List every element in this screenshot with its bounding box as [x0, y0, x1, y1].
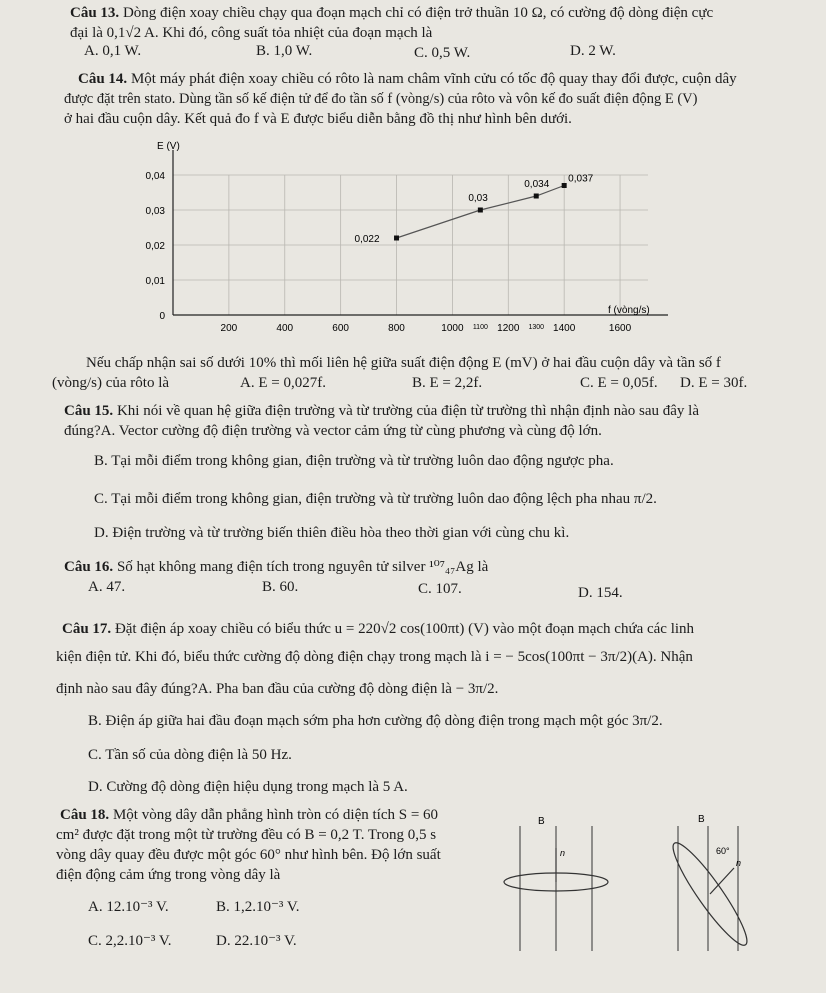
chart-y-tick-label: 0,04: [145, 171, 165, 182]
chart-x-tick-label: 400: [276, 323, 294, 334]
q15-option-c: C. Tại mỗi điểm trong không gian, điện trường và từ trường luôn dao động lệch pha nhau π/2.: [94, 491, 657, 507]
q14-line3: ở hai đầu cuộn dây. Kết quả đo f và E được biểu diễn bằng đồ thị như hình bên dưới.: [64, 111, 572, 127]
chart-x-tick-label: 200: [220, 323, 238, 334]
q18-line1: Câu 18. Một vòng dây dẫn phẳng hình tròn có diện tích S = 60: [60, 807, 439, 823]
q14-after-line1: Nếu chấp nhận sai số dưới 10% thì mối liên hệ giữa suất điện động E (mV) ở hai đầu cuộn dây và tần số f: [86, 355, 721, 371]
q17-line2: kiện điện tử. Khi đó, biểu thức cường độ dòng điện chạy trong mạch là i = − 5cos(100πt − 3π/2)(A). Nhận: [56, 649, 693, 665]
chart-x-tick-label: 800: [388, 323, 405, 334]
chart-x-tick-label: 1400: [553, 323, 576, 334]
q16-option-a: A. 47.: [88, 579, 126, 595]
q17-option-b: B. Điện áp giữa hai đầu đoạn mạch sớm pha hơn cường độ dòng điện trong mạch một góc 3π/2.: [88, 713, 663, 729]
q14-option-c: C. E = 0,05f.: [580, 375, 658, 391]
chart-x-tick-label: 600: [332, 323, 349, 334]
fig-label-b-left: B: [538, 816, 545, 827]
chart-data-point: [562, 183, 567, 188]
q18-option-d: D. 22.10⁻³ V.: [216, 933, 297, 949]
q14-line2: được đặt trên stato. Dùng tần số kế điện tử để đo tần số f (vòng/s) của rôto và vôn kế đo suất điện động E (V): [64, 91, 698, 107]
q18-option-c: C. 2,2.10⁻³ V.: [88, 933, 172, 949]
fig-label-n-left: n: [560, 848, 566, 858]
q13-option-d: D. 2 W.: [570, 43, 616, 59]
q14-option-b: B. E = 2,2f.: [412, 375, 483, 391]
q15-option-b: B. Tại mỗi điểm trong không gian, điện trường và từ trường luôn dao động ngược pha.: [94, 453, 614, 469]
chart-series: [355, 174, 594, 246]
q15-line1: Câu 15. Khi nói về quan hệ giữa điện trường và từ trường của điện từ trường thì nhận định nào sau đây là: [64, 403, 699, 419]
chart-y-tick-label: 0,01: [145, 276, 165, 287]
q18-option-b: B. 1,2.10⁻³ V.: [216, 899, 300, 915]
q13-line1: Câu 13. Dòng điện xoay chiều chạy qua đoạn mạch chỉ có điện trở thuần 10 Ω, có cường độ dòng điện cực: [70, 5, 714, 21]
chart-y-axis-label: E (V): [157, 141, 180, 152]
q13-line2: đại là 0,1√2 A. Khi đó, công suất tỏa nhiệt của đoạn mạch là: [70, 25, 433, 41]
fig-label-angle: 60°: [716, 846, 730, 856]
q13-option-c: C. 0,5 W.: [414, 45, 471, 61]
q17-line3: định nào sau đây đúng?A. Pha ban đầu của cường độ dòng điện là − 3π/2.: [56, 681, 499, 697]
chart-data-point: [478, 208, 483, 213]
chart-x-tick-label: 1300: [528, 324, 545, 331]
q14-option-a: A. E = 0,027f.: [240, 375, 326, 391]
chart-x-tick-label: 1100: [472, 324, 488, 331]
q16-line1: Câu 16. Số hạt không mang điện tích trong nguyên tử silver ¹⁰⁷₄₇Ag là: [64, 559, 489, 575]
chart-data-label: 0,022: [354, 234, 380, 245]
chart-x-tick-label: 1000: [441, 323, 464, 334]
q15-option-d: D. Điện trường và từ trường biến thiên điều hòa theo thời gian với cùng chu kì.: [94, 525, 570, 541]
chart-data-point: [534, 194, 539, 199]
chart-y-tick-label: 0: [159, 311, 165, 322]
q18-option-a: A. 12.10⁻³ V.: [88, 899, 169, 915]
q14-option-d: D. E = 30f.: [680, 375, 748, 391]
q14-after-line2: (vòng/s) của rôto là: [52, 375, 170, 391]
q18-line4: điện động cảm ứng trong vòng dây là: [56, 867, 281, 883]
field-lines-right: [678, 826, 738, 951]
chart-y-tick-label: 0,03: [145, 206, 165, 217]
q18-line3: vòng dây quay đều được một góc 60° như hình bên. Độ lớn suất: [56, 847, 441, 863]
chart-data-label: 0,037: [568, 173, 594, 185]
q16-option-c: C. 107.: [418, 581, 462, 597]
chart-data-label: 0,03: [468, 193, 488, 204]
q13-option-b: B. 1,0 W.: [256, 43, 313, 59]
q15-line2: đúng?A. Vector cường độ điện trường và vector cảm ứng từ cùng phương và cùng độ lớn.: [64, 423, 602, 439]
frequency-emf-chart: [128, 140, 688, 350]
chart-y-tick-label: 0,02: [145, 241, 165, 252]
q17-option-d: D. Cường độ dòng điện hiệu dụng trong mạch là 5 A.: [88, 779, 408, 795]
q17-option-c: C. Tần số của dòng điện là 50 Hz.: [88, 747, 292, 763]
fig-label-b-right: B: [698, 814, 705, 825]
chart-grid: [173, 175, 648, 315]
fig-label-n-right: n: [736, 858, 742, 868]
chart-data-point: [394, 236, 399, 241]
chart-x-tick-label: 1200: [497, 323, 520, 334]
q14-line1: Câu 14. Một máy phát điện xoay chiều có rôto là nam châm vĩnh cửu có tốc độ quay thay đổi được, cuộn dây: [78, 71, 737, 87]
q18-line2: cm² được đặt trong một từ trường đều có B = 0,2 T. Trong 0,5 s: [56, 827, 437, 843]
chart-x-tick-label: 1600: [608, 323, 632, 334]
q13-option-a: A. 0,1 W.: [84, 43, 142, 59]
rotating-loop-figure: [498, 806, 818, 956]
q16-option-b: B. 60.: [262, 579, 299, 595]
chart-x-axis-label: f (vòng/s): [608, 305, 650, 316]
chart-data-label: 0,034: [524, 179, 550, 190]
q17-line1: Câu 17. Đặt điện áp xoay chiều có biểu thức u = 220√2 cos(100πt) (V) vào một đoạn mạch chứa các linh: [62, 621, 695, 637]
q16-option-d: D. 154.: [578, 585, 623, 601]
